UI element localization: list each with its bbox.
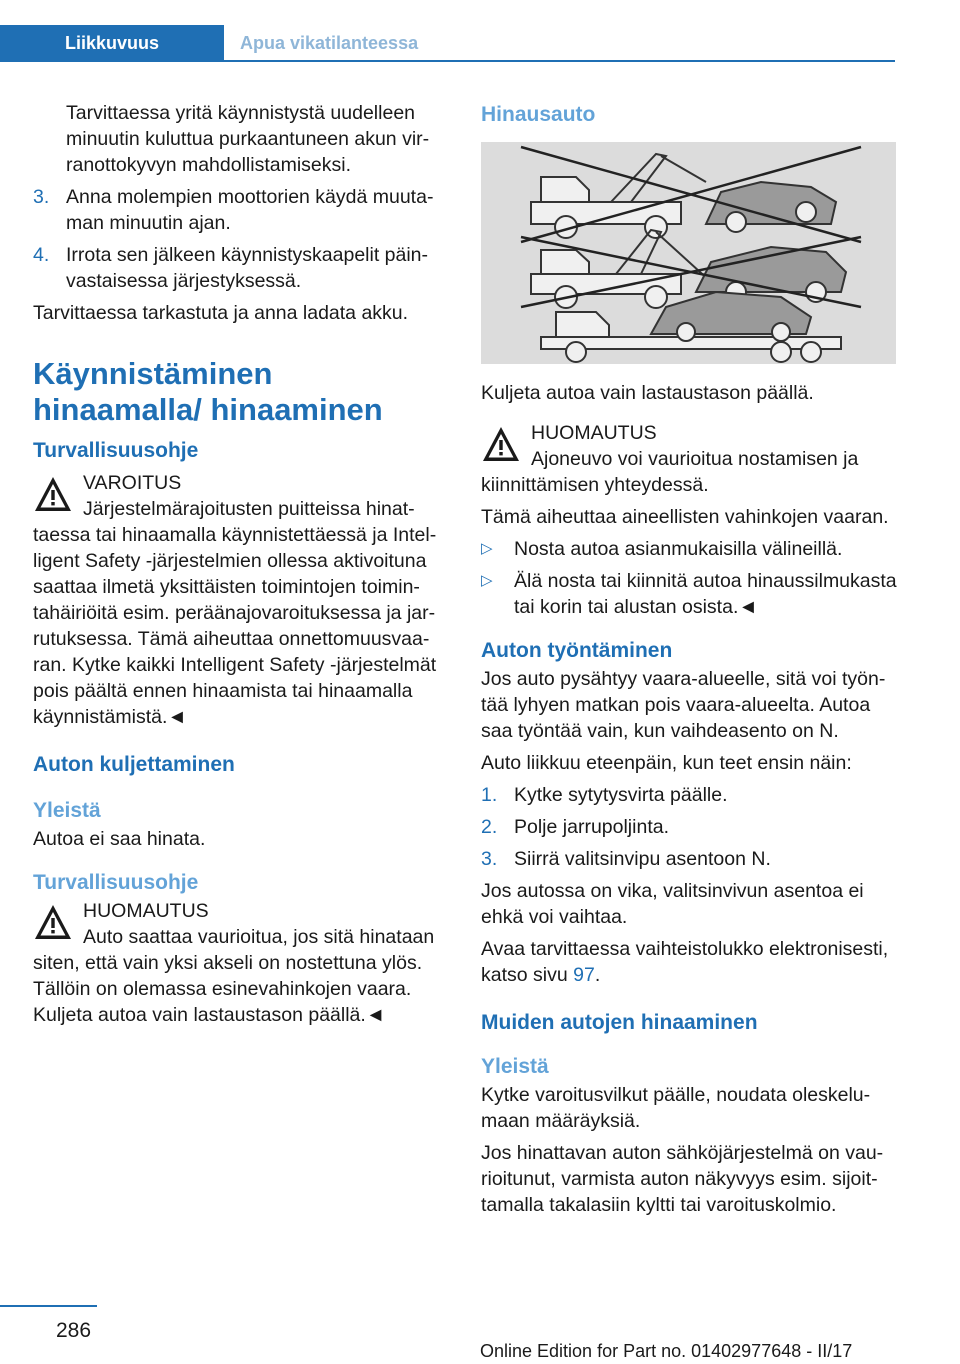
fault-text: Jos autossa on vika, valitsinvivun asentoa ei ehkä voi vaihtaa. bbox=[481, 880, 864, 928]
header-divider bbox=[0, 60, 895, 62]
list-item bbox=[481, 846, 897, 872]
unlock-text-after: . bbox=[594, 964, 601, 986]
transport-heading: Auton kuljettaminen bbox=[33, 753, 235, 776]
warning-title: HUOMAUTUS bbox=[83, 900, 209, 922]
warning-block bbox=[481, 420, 897, 498]
list-number: 3. bbox=[33, 186, 50, 208]
warning-triangle-icon bbox=[481, 424, 521, 464]
warning-triangle-icon bbox=[33, 902, 73, 942]
list-item bbox=[481, 782, 897, 808]
list-item bbox=[481, 814, 897, 840]
general-text: Autoa ei saa hinata. bbox=[33, 828, 206, 850]
warning-more: Tämä aiheuttaa aineellisten vahinkojen vaaran. bbox=[481, 506, 889, 528]
general-text: Kytke varoitusvilkut päälle, noudata oleskelumaan määräyksiä. bbox=[481, 1084, 871, 1132]
bullet-text: Älä nosta tai kiinnitä autoa hinaussilmukasta tai korin tai alustan osista.◄ bbox=[514, 570, 897, 618]
list-text: Irrota sen jälkeen käynnistyskaapelit päinvastaisessa järjestyksessä. bbox=[66, 244, 429, 292]
general-subheading: Yleistä bbox=[33, 799, 101, 822]
list-number: 1. bbox=[481, 784, 498, 806]
bullet-text: Nosta autoa asianmukaisilla välineillä. bbox=[514, 538, 843, 560]
list-text: Anna molempien moottorien käydä muutaman minuutin ajan. bbox=[66, 186, 434, 234]
intro-paragraph: Tarvittaessa yritä käynnistystä uudelleen minuutin kuluttua purkaantuneen akun virranottokyvyn mahdollistamiseksi. bbox=[66, 102, 430, 176]
page-link[interactable]: 97 bbox=[573, 964, 595, 986]
tab-apua-vikatilanteessa[interactable]: Apua vikatilanteessa bbox=[240, 33, 419, 53]
list-number: 2. bbox=[481, 816, 498, 838]
warning-text: Järjestelmärajoitusten puitteissa hinattaessa tai hinaamalla käynnistettäessä ja Intelligent Safety -järjestelmien ollessa aktivoituna saattaa ilmetä yksittäisten toimintojen toimintahäiriöitä esim. peräänajovaroituksessa ja jarrutuksessa. Tämä aiheuttaa onnettomuusvaaran. Kytke kaikki Intelligent Safety -järjestelmät pois päältä ennen hinaamista tai hinaamalla käynnistämistä.◄ bbox=[33, 498, 437, 728]
push-text: Jos auto pysähtyy vaara-alueelle, sitä voi työntää lyhyen matkan pois vaara-alueelta. Autoa saa työntää vain, kun vaihdeasento on N. bbox=[481, 668, 886, 742]
footer-divider bbox=[0, 1305, 97, 1307]
push-intro: Auto liikkuu eteenpäin, kun teet ensin näin: bbox=[481, 752, 852, 774]
tab-liikkuvuus[interactable]: Liikkuvuus bbox=[0, 25, 224, 62]
edition-text: Online Edition for Part no. 01402977648 - II/17 bbox=[480, 1341, 853, 1361]
list-text: Polje jarrupoljinta. bbox=[514, 816, 670, 838]
warning-title: VAROITUS bbox=[83, 472, 182, 494]
battery-note: Tarvittaessa tarkastuta ja anna ladata akku. bbox=[33, 302, 409, 324]
bullet-item bbox=[481, 536, 897, 562]
bullet-triangle-icon: ▷ bbox=[481, 540, 493, 557]
list-number: 4. bbox=[33, 244, 50, 266]
bullet-item bbox=[481, 568, 897, 620]
section-title: Käynnistäminen hinaamalla/ hinaaminen bbox=[33, 356, 383, 427]
warning-text: Ajoneuvo voi vaurioitua nostamisen ja kiinnittämisen yhteydessä. bbox=[481, 448, 859, 496]
list-item bbox=[33, 184, 448, 236]
general-subheading: Yleistä bbox=[481, 1055, 549, 1078]
tow-truck-diagram bbox=[481, 142, 896, 364]
warning-title: HUOMAUTUS bbox=[531, 422, 657, 444]
electrical-text: Jos hinattavan auton sähköjärjestelmä on vaurioitunut, varmista auton näkyvyys esim. sijoittamalla takalasiin kyltti tai varoituskolmio. bbox=[481, 1142, 884, 1216]
page-number: 286 bbox=[56, 1319, 92, 1342]
safety-heading: Turvallisuusohje bbox=[33, 439, 199, 462]
list-text: Siirrä valitsinvipu asentoon N. bbox=[514, 848, 771, 870]
bullet-triangle-icon: ▷ bbox=[481, 572, 493, 589]
unlock-text-before: Avaa tarvittaessa vaihteistolukko elektronisesti, katso sivu bbox=[481, 938, 889, 986]
list-number: 3. bbox=[481, 848, 498, 870]
towtruck-heading: Hinausauto bbox=[481, 103, 596, 126]
list-item bbox=[33, 242, 448, 294]
warning-block bbox=[33, 470, 448, 730]
towing-illustration bbox=[481, 142, 896, 364]
list-text: Kytke sytytysvirta päälle. bbox=[514, 784, 728, 806]
left-column bbox=[33, 100, 448, 1034]
flatbed-note: Kuljeta autoa vain lastaustason päällä. bbox=[481, 382, 814, 404]
right-column bbox=[481, 100, 897, 1224]
safety-subheading: Turvallisuusohje bbox=[33, 871, 199, 894]
unlock-text bbox=[481, 936, 897, 988]
warning-triangle-icon bbox=[33, 474, 73, 514]
other-cars-heading: Muiden autojen hinaaminen bbox=[481, 1011, 758, 1034]
warning-block bbox=[33, 898, 448, 1028]
warning-text: Auto saattaa vaurioitua, jos sitä hinataan siten, että vain yksi akseli on nostettuna ylös. Tällöin on olemassa esinevahinkojen vaara. Kuljeta autoa vain lastaustason päällä.◄ bbox=[33, 926, 435, 1026]
push-heading: Auton työntäminen bbox=[481, 639, 673, 662]
